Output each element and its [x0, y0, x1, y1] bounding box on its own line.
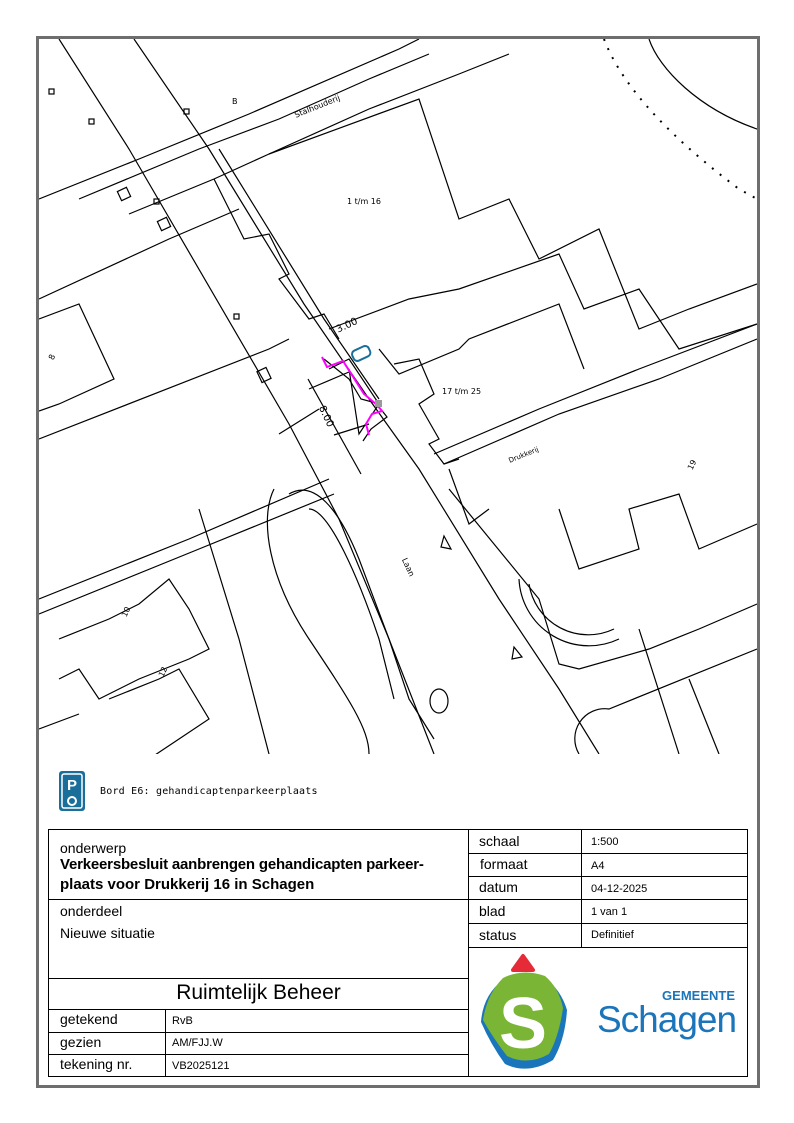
formaat-value: A4 [591, 860, 605, 872]
schaal-label: schaal [479, 833, 520, 849]
house-label-b: B [232, 97, 238, 106]
parking-sign-symbol [351, 345, 372, 363]
onderdeel-value: Nieuwe situatie [60, 925, 155, 941]
house-label-19: 19 [685, 458, 699, 472]
legend [58, 770, 318, 812]
gezien-label: gezien [60, 1034, 102, 1050]
house-label-12: 12 [156, 665, 170, 679]
subject-line-2: plaats voor Drukkerij 16 in Schagen [60, 876, 315, 893]
getekend-label: getekend [60, 1011, 118, 1027]
parking-disabled-sign-icon [58, 770, 86, 812]
datum-label: datum [479, 879, 518, 895]
sign-post [375, 400, 382, 407]
street-label-drukkerij: Drukkerij [507, 445, 540, 465]
schagen-emblem-icon [473, 950, 583, 1074]
situation-map [39, 39, 757, 754]
formaat-label: formaat [480, 856, 528, 872]
street-label-stalhouderij: Stalhouderij [293, 93, 342, 120]
subject-line-1: Verkeersbesluit aanbrengen gehandicapten parkeer- [60, 856, 424, 873]
dimension-length: 8.00 [316, 404, 336, 430]
gezien-value: AM/FJJ.W [172, 1037, 223, 1049]
svg-text:P: P [66, 777, 78, 794]
status-label: status [479, 927, 517, 943]
schaal-value: 1:500 [591, 836, 619, 848]
onderwerp-label: onderwerp [60, 840, 127, 856]
dimension-width: 3.00 [334, 316, 360, 336]
house-label-8: 8 [46, 352, 58, 362]
block-label-17-25: 17 t/m 25 [442, 387, 482, 396]
tekening-value: VB2025121 [172, 1060, 230, 1072]
onderdeel-label: onderdeel [60, 903, 123, 919]
tekening-label: tekening nr. [60, 1056, 133, 1072]
blad-value: 1 van 1 [591, 906, 628, 918]
status-value: Definitief [591, 929, 634, 941]
svg-text:S: S [498, 984, 548, 1064]
legend-label: Bord E6: gehandicaptenparkeerplaats [100, 785, 318, 797]
title-block [48, 829, 748, 1077]
street-label-laan: Laan [399, 556, 417, 578]
logo-gemeente-text: GEMEENTE [662, 988, 735, 1003]
getekend-value: RvB [172, 1015, 193, 1027]
department-name: Ruimtelijk Beheer [176, 981, 341, 1004]
logo-schagen-text: Schagen [597, 999, 737, 1040]
gemeente-schagen-logo [473, 950, 743, 1074]
block-label-1-16: 1 t/m 16 [347, 197, 381, 206]
house-label-10: 10 [119, 605, 133, 619]
datum-value: 04-12-2025 [591, 883, 648, 895]
map-lines [39, 39, 757, 754]
blad-label: blad [479, 903, 506, 919]
